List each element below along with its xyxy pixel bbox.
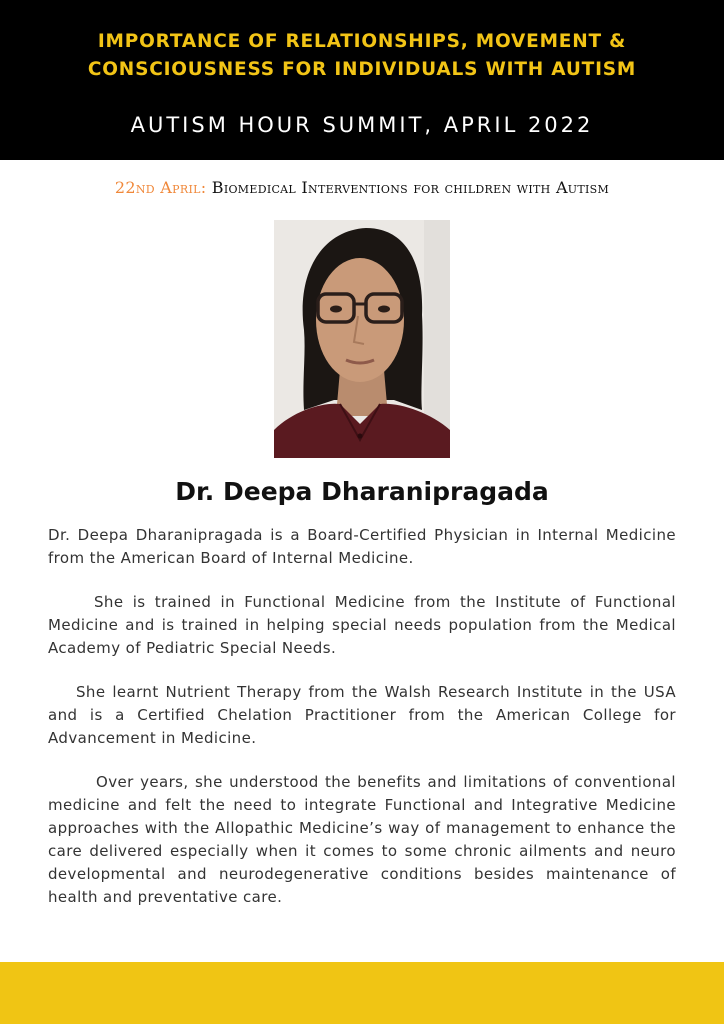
event-title-line-2: CONSCIOUSNESS FOR INDIVIDUALS WITH AUTISM [87, 59, 637, 80]
bio-paragraph-2: She is trained in Functional Medicine from the Institute of Functional Medicine and is trained in helping special needs population from the Medical Academy of Pediatric Special Needs. [48, 593, 676, 657]
speaker-portrait-illustration [274, 220, 450, 458]
session-topic: Biomedical Interventions for children with Autism [211, 178, 610, 197]
header-banner [0, 0, 724, 160]
speaker-name: Dr. Deepa Dharanipragada [175, 477, 549, 506]
bio-paragraph-1: Dr. Deepa Dharanipragada is a Board-Certified Physician in Internal Medicine from the American Board of Internal Medicine. [48, 526, 676, 567]
speaker-photo [274, 220, 450, 458]
bio-paragraph-4: Over years, she understood the benefits and limitations of conventional medicine and felt the need to integrate Functional and Integrative Medicine approaches with the Allopathic Medicine’s way of management to enhance the care delivered especially when it comes to some chronic ailments and neuro developmental and neurodegenerative conditions besides maintenance of health and preventative care. [48, 773, 676, 906]
session-date: 22nd April: [114, 178, 207, 197]
event-title [0, 28, 724, 84]
bio-paragraph-3: She learnt Nutrient Therapy from the Walsh Research Institute in the USA and is a Certified Chelation Practitioner from the American College for Advancement in Medicine. [48, 683, 676, 747]
event-subtitle: AUTISM HOUR SUMMIT, APRIL 2022 [130, 113, 594, 137]
session-line [0, 176, 724, 200]
event-title-line-1: IMPORTANCE OF RELATIONSHIPS, MOVEMENT & [97, 31, 627, 52]
footer-bar [0, 962, 724, 1024]
speaker-bio [48, 524, 676, 909]
